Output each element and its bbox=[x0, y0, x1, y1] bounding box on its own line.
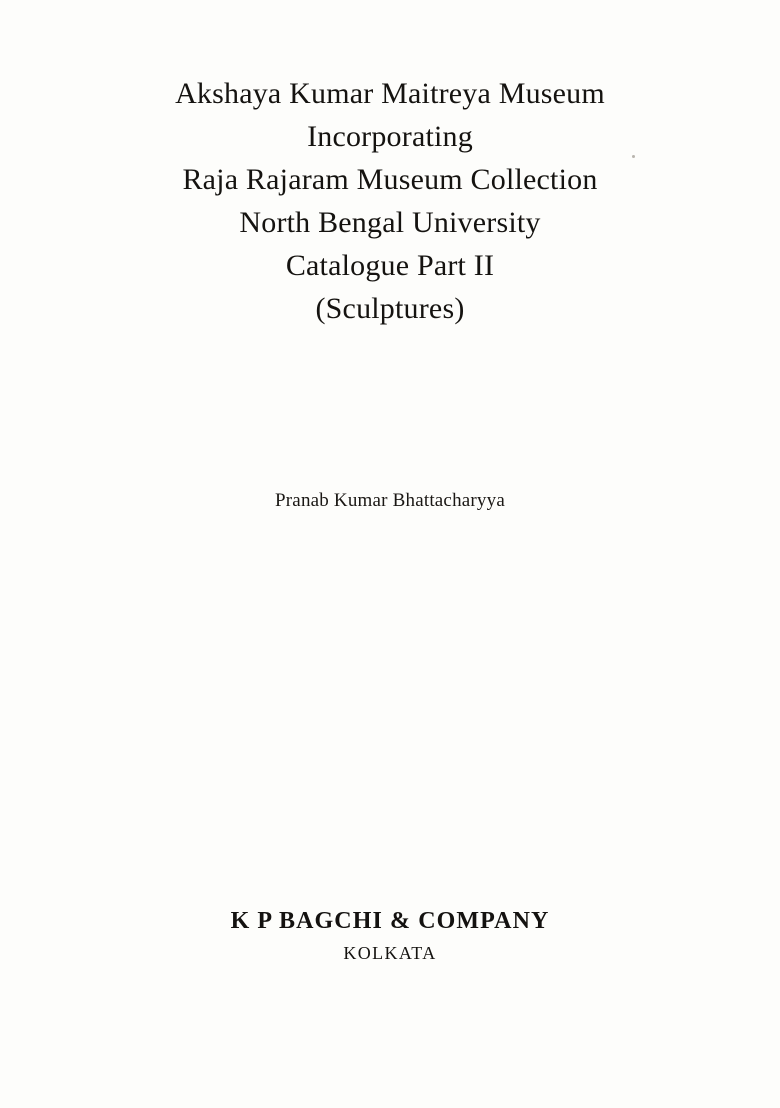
title-line-2: Incorporating bbox=[307, 120, 473, 153]
publisher-name: K P BAGCHI & COMPANY bbox=[230, 908, 550, 934]
title-line-6: (Sculptures) bbox=[315, 292, 465, 325]
publisher-block bbox=[0, 908, 780, 964]
author-name: Pranab Kumar Bhattacharyya bbox=[275, 490, 505, 511]
title-line-1: Akshaya Kumar Maitreya Museum bbox=[175, 77, 605, 110]
title-line-3: Raja Rajaram Museum Collection bbox=[182, 163, 598, 196]
publisher-city: KOLKATA bbox=[343, 943, 437, 963]
title-block bbox=[0, 72, 780, 330]
title-line-4: North Bengal University bbox=[239, 206, 541, 239]
title-line-5: Catalogue Part II bbox=[285, 249, 495, 282]
